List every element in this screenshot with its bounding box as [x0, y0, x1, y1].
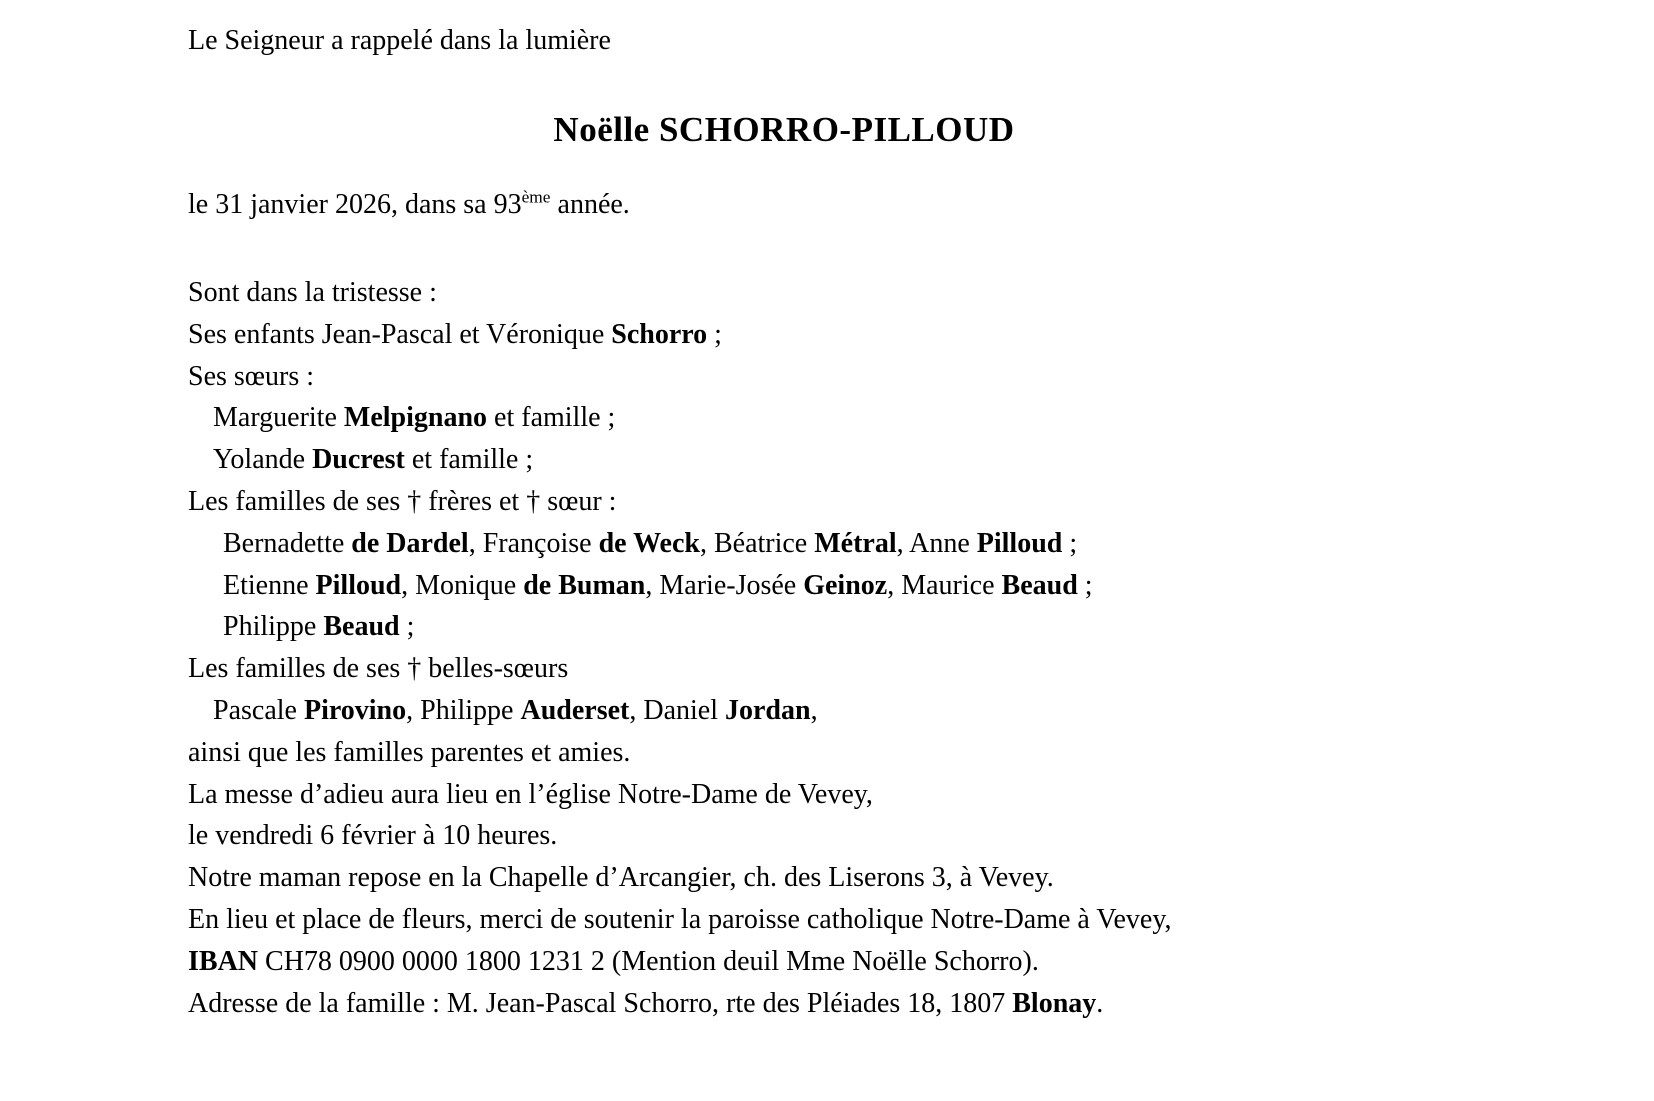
text-segment: ;	[1062, 527, 1078, 559]
text-line	[188, 565, 1380, 607]
text-line	[188, 314, 1380, 356]
text-line	[188, 523, 1380, 565]
text-segment: et famille ;	[404, 444, 534, 476]
date-text-prefix: le 31 janvier 2026, dans sa 93	[188, 189, 522, 220]
text-segment: Pascale	[213, 694, 304, 726]
text-segment: , Philippe	[406, 694, 521, 726]
text-segment: Adresse de la famille : M. Jean-Pascal Schorro, rte des Pléiades 18, 1807	[188, 987, 1013, 1019]
bold-name-segment: Pilloud	[315, 569, 402, 601]
text-segment: , Maurice	[887, 569, 1002, 601]
text-segment: Yolande	[213, 444, 313, 476]
text-line	[188, 439, 1380, 481]
text-line	[188, 606, 1380, 648]
bold-name-segment: Blonay	[1012, 987, 1097, 1019]
text-line	[188, 941, 1380, 983]
ordinal-superscript: ème	[521, 187, 551, 207]
text-line	[188, 397, 1380, 439]
bold-name-segment: Métral	[814, 527, 897, 559]
text-segment: Bernadette	[223, 527, 352, 559]
text-line	[188, 356, 1380, 398]
text-segment: Ses enfants Jean-Pascal et Véronique	[188, 318, 612, 350]
text-line	[188, 774, 1380, 816]
text-segment: ;	[399, 611, 415, 643]
text-segment: , Anne	[896, 527, 977, 559]
text-segment: .	[1096, 987, 1104, 1019]
bold-name-segment: Schorro	[611, 318, 708, 350]
bold-name-segment: Geinoz	[803, 569, 888, 601]
text-segment: ;	[1077, 569, 1093, 601]
text-segment: Marguerite	[213, 402, 344, 434]
death-date-line	[188, 184, 1380, 226]
text-line	[188, 481, 1380, 523]
bold-name-segment: IBAN	[188, 945, 259, 977]
text-segment: Les familles de ses † frères et † sœur :	[188, 485, 617, 517]
bold-name-segment: Auderset	[520, 694, 630, 726]
text-line	[188, 857, 1380, 899]
text-line	[188, 690, 1380, 732]
text-segment: La messe d’adieu aura lieu en l’église Notre-Dame de Vevey,	[188, 778, 873, 810]
text-segment: , Marie-Josée	[645, 569, 804, 601]
bold-name-segment: de Buman	[523, 569, 646, 601]
deceased-name-title: Noëlle SCHORRO-PILLOUD	[553, 110, 1015, 149]
text-segment: ;	[707, 318, 722, 350]
text-segment: Philippe	[223, 611, 324, 643]
text-segment: ,	[810, 694, 818, 726]
text-line	[188, 272, 1380, 314]
bold-name-segment: Pilloud	[976, 527, 1063, 559]
text-line	[188, 732, 1380, 774]
text-segment: Notre maman repose en la Chapelle d’Arcangier, ch. des Liserons 3, à Vevey.	[188, 862, 1054, 894]
obituary-body	[188, 272, 1380, 1024]
text-segment: le vendredi 6 février à 10 heures.	[188, 820, 558, 852]
bold-name-segment: Beaud	[323, 611, 400, 643]
text-segment: Ses sœurs :	[188, 360, 315, 392]
text-segment: , Monique	[401, 569, 524, 601]
bold-name-segment: Beaud	[1001, 569, 1078, 601]
bold-name-segment: de Dardel	[351, 527, 469, 559]
text-line	[188, 899, 1380, 941]
bold-name-segment: Pirovino	[303, 694, 407, 726]
obituary-document	[188, 20, 1380, 1024]
text-segment: Sont dans la tristesse :	[188, 277, 437, 308]
text-segment: CH78 0900 0000 1800 1231 2 (Mention deuil Mme Noëlle Schorro).	[258, 945, 1039, 977]
text-segment: et famille ;	[487, 402, 616, 434]
text-segment: , Daniel	[629, 694, 725, 726]
bold-name-segment: de Weck	[598, 527, 700, 559]
intro-line: Le Seigneur a rappelé dans la lumière	[188, 25, 611, 56]
bold-name-segment: Melpignano	[343, 402, 488, 434]
text-segment: En lieu et place de fleurs, merci de soutenir la paroisse catholique Notre-Dame à Vevey,	[188, 903, 1172, 935]
date-text-suffix: année.	[550, 189, 630, 220]
bold-name-segment: Jordan	[724, 694, 811, 726]
text-line	[188, 983, 1380, 1025]
text-segment: Les familles de ses † belles-sœurs	[188, 653, 569, 685]
text-segment: ainsi que les familles parentes et amies.	[188, 736, 631, 768]
text-segment: Etienne	[223, 569, 316, 601]
bold-name-segment: Ducrest	[312, 444, 405, 476]
text-segment: , Françoise	[468, 527, 599, 559]
text-line	[188, 648, 1380, 690]
text-line	[188, 815, 1380, 857]
text-segment: , Béatrice	[699, 527, 815, 559]
